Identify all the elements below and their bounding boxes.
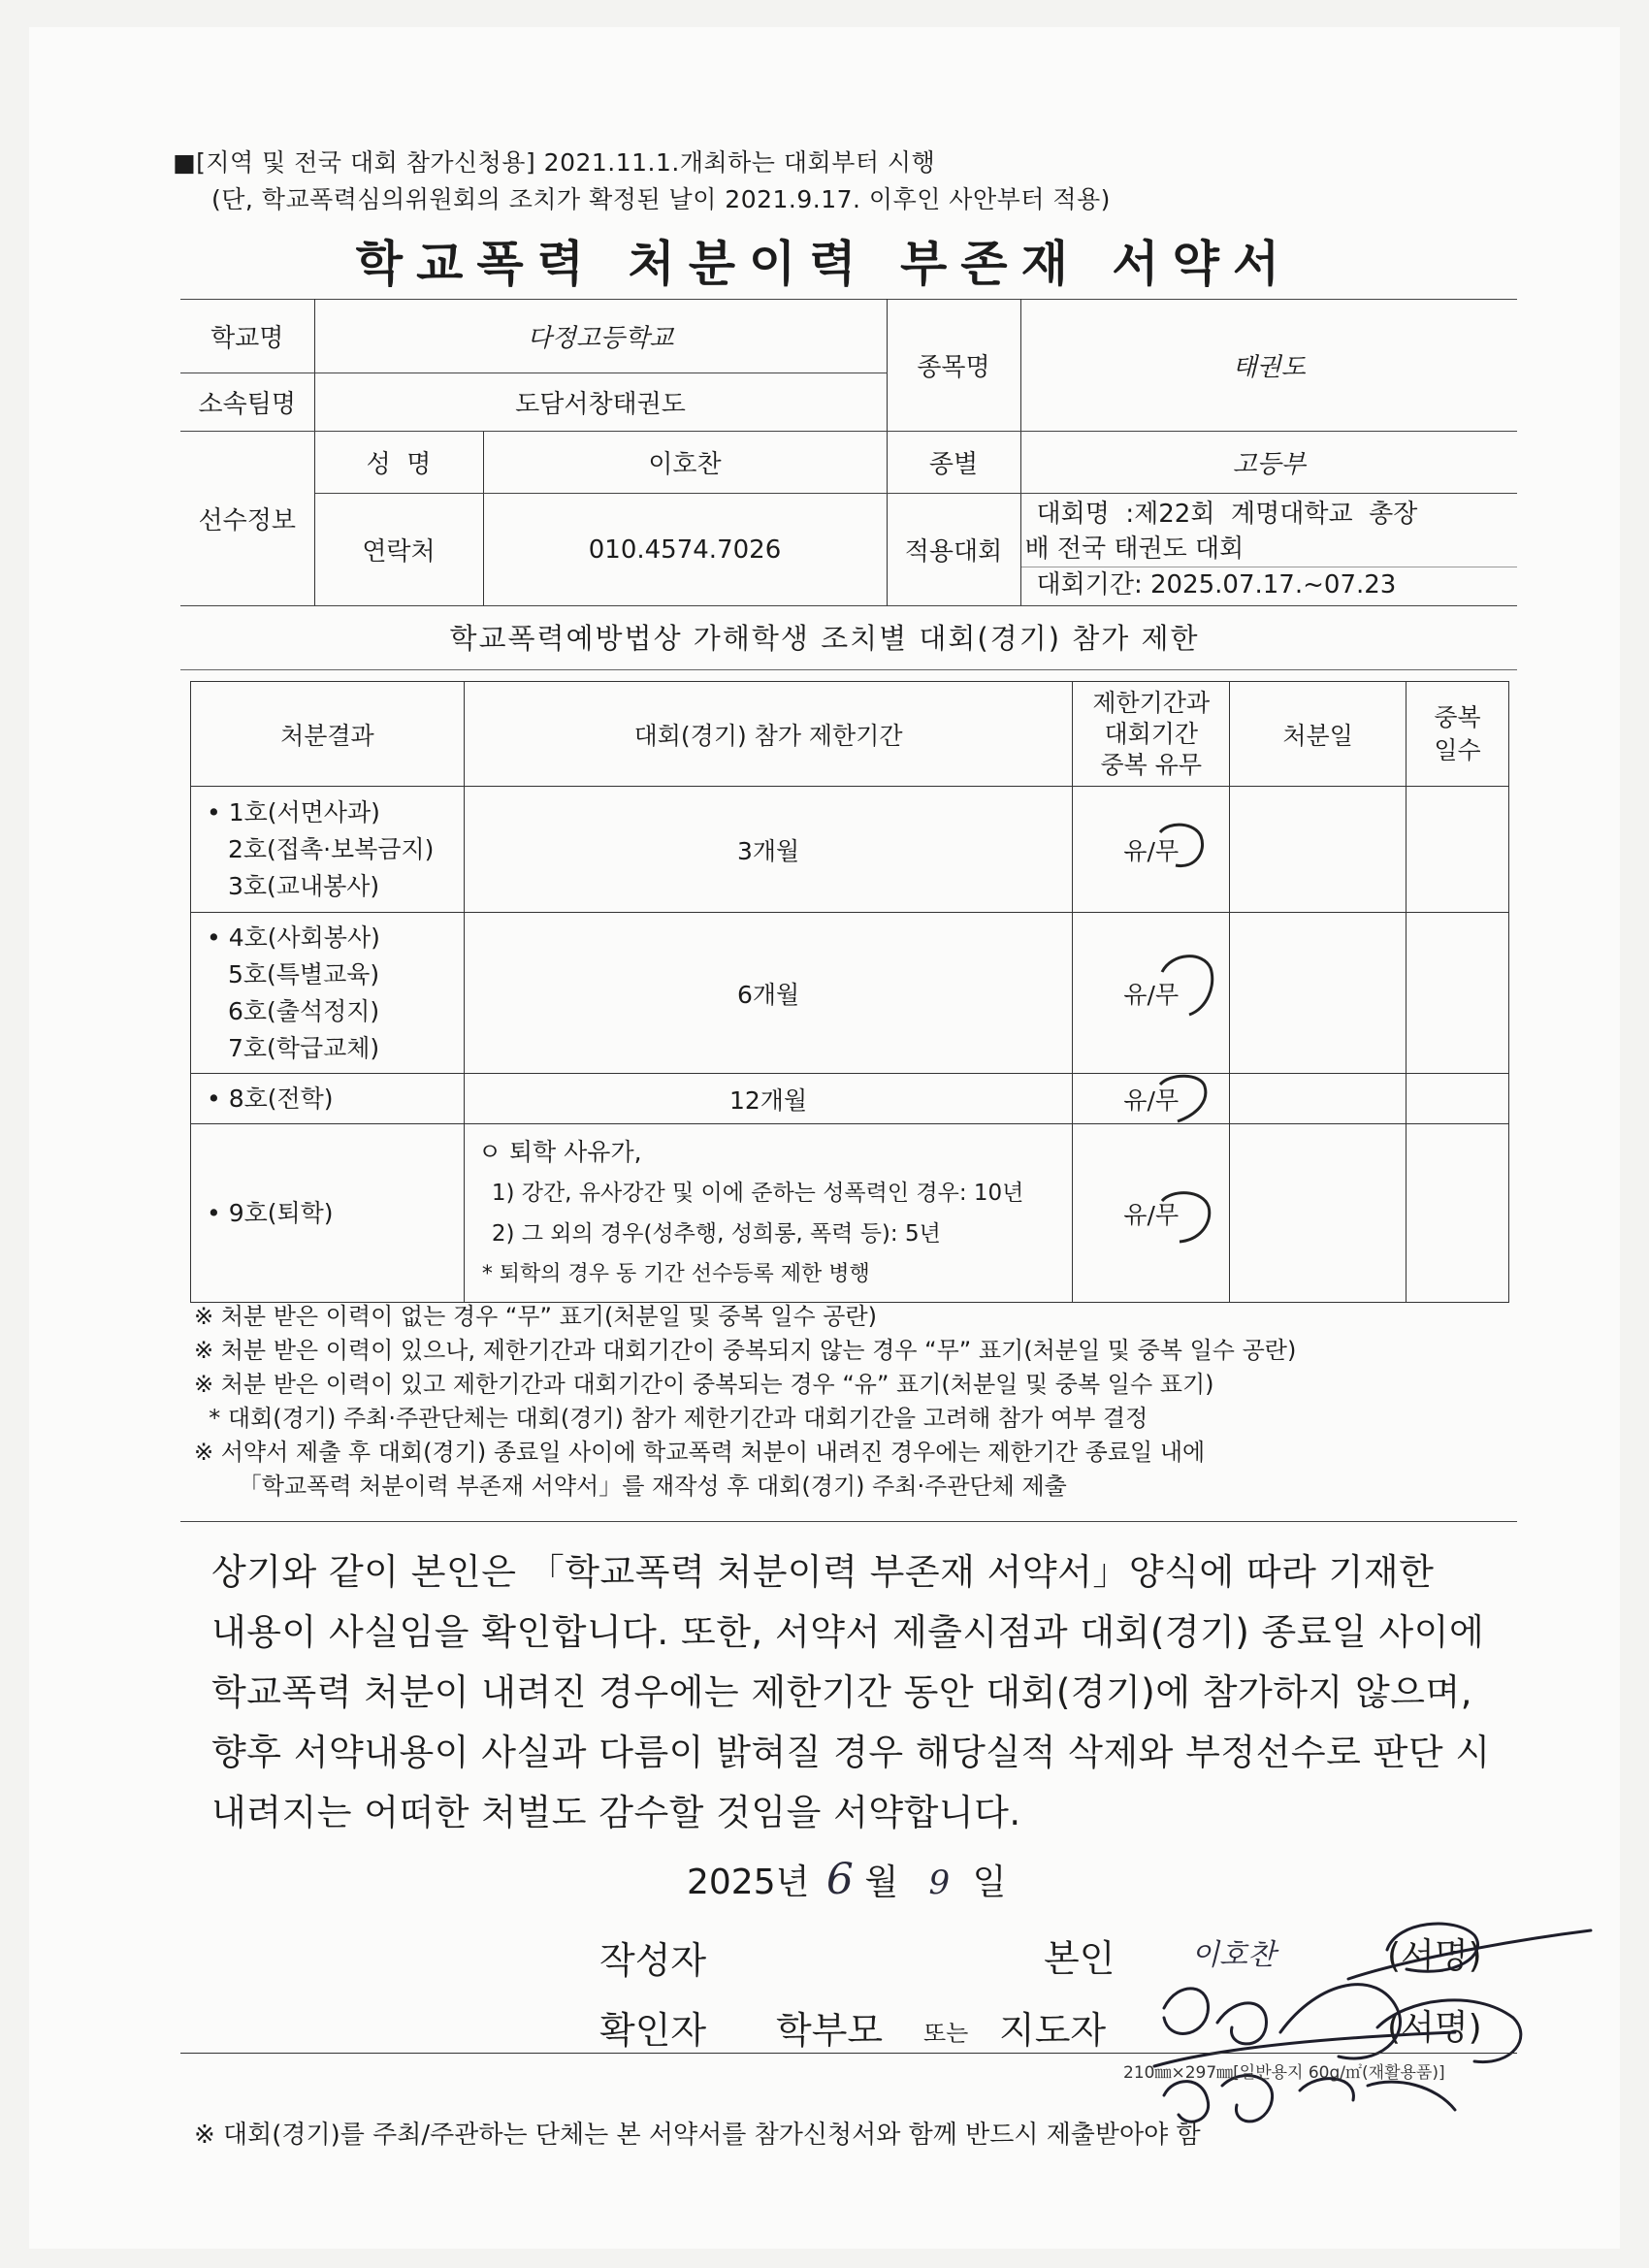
row1-period: 3개월 [464, 787, 1073, 913]
header-days-2: 일수 [1434, 735, 1481, 764]
self-seal-label: (서명) [1387, 1936, 1482, 1976]
name-value: 이호찬 [483, 432, 887, 494]
self-name-handwritten: 이호찬 [1191, 1938, 1276, 1972]
date-year: 2025년 [687, 1863, 810, 1902]
date-day-handwritten: 9 [928, 1863, 951, 1902]
header-days-1: 중복 [1434, 702, 1481, 731]
row4-result: • 9호(퇴학) [191, 1124, 465, 1303]
name-label: 성 명 [314, 432, 483, 494]
pledge-line-3: 학교폭력 처분이 내려진 경우에는 제한기간 동안 대회(경기)에 참가하지 않으며, [211, 1671, 1472, 1713]
or-label: 또는 [923, 2020, 969, 2047]
header-line-2: (단, 학교폭력심의위원회의 조치가 확정된 날이 2021.9.17. 이후인 사안부터 적용) [211, 185, 1111, 213]
row4-period-line-2: 1) 강간, 유사강간 및 이에 준하는 성폭력인 경우: 10년 [491, 1180, 1024, 1206]
event-value: 태권도 [1020, 300, 1517, 432]
signature-rule [180, 2053, 1517, 2054]
row1-line-2: 2호(접촉·보복금지) [228, 834, 435, 863]
note-1: ※ 처분 받은 이력이 없는 경우 “무” 표기(처분일 및 중복 일수 공란) [194, 1303, 878, 1330]
header-period: 대회(경기) 참가 제한기간 [464, 682, 1073, 787]
pledge-line-4: 향후 서약내용이 사실과 다름이 밝혀질 경우 해당실적 삭제와 부정선수로 판단 시 [211, 1732, 1491, 1773]
row2-line-3: 6호(출석정지) [228, 996, 380, 1025]
row4-period-line-3: 2) 그 외의 경우(성추행, 성희롱, 폭력 등): 5년 [491, 1220, 941, 1247]
school-label: 학교명 [180, 300, 314, 373]
parent-label: 학부모 [776, 2009, 884, 2052]
row2-line-1: • 4호(사회봉사) [207, 923, 380, 952]
header-overlap-2: 대회기간 [1104, 719, 1199, 748]
row4-period-line-4: * 퇴학의 경우 동 기간 선수등록 제한 병행 [481, 1261, 870, 1286]
row2-line-4: 7호(학급교체) [228, 1033, 380, 1062]
note-6: 「학교폭력 처분이력 부존재 서약서」를 재작성 후 대회(경기) 주최·주관단체 제출 [194, 1473, 1067, 1500]
row1-line-3: 3호(교내봉사) [228, 871, 380, 900]
row2-line-2: 5호(특별교육) [228, 959, 380, 988]
header-result: 처분결과 [191, 682, 465, 787]
header-line-1: ■[지역 및 전국 대회 참가신청용] 2021.11.1.개최하는 대회부터 시행 [173, 148, 936, 177]
pledge-line-2: 내용이 사실임을 확인합니다. 또한, 서약서 제출시점과 대회(경기) 종료일 사이에 [211, 1611, 1485, 1653]
competition-period: 대회기간: 2025.07.17.~07.23 [1036, 570, 1397, 599]
date-day-label: 일 [972, 1863, 1007, 1902]
date-month-label: 월 [864, 1863, 899, 1902]
note-5: ※ 서약서 제출 후 대회(경기) 종료일 사이에 학교폭력 처분이 내려진 경우에는 제한기간 종료일 내에 [194, 1439, 1206, 1466]
self-label: 본인 [1044, 1937, 1116, 1980]
coach-label: 지도자 [999, 2009, 1107, 2052]
pledge-line-1: 상기와 같이 본인은 「학교폭력 처분이력 부존재 서약서」양식에 따라 기재한 [211, 1551, 1435, 1593]
date-month-handwritten: 6 [825, 1855, 854, 1904]
header-overlap-3: 중복 유무 [1100, 750, 1203, 779]
document-title: 학교폭력 처분이력 부존재 서약서 [355, 236, 1294, 292]
confirmer-label: 확인자 [599, 2009, 707, 2052]
competition-name-line-2: 배 전국 태권도 대회 [1021, 532, 1518, 567]
applied-competition-label: 적용대회 [887, 494, 1020, 606]
paper-spec: 210㎜×297㎜[일반용지 60g/㎡(재활용품)] [1123, 2063, 1445, 2083]
coach-seal-label: (서명) [1387, 2008, 1482, 2048]
event-label: 종목명 [887, 300, 1020, 432]
contact-value: 010.4574.7026 [483, 494, 887, 606]
row4-period-line-1: ㅇ 퇴학 사유가, [477, 1137, 642, 1166]
header-overlap-1: 제한기간과 [1092, 688, 1211, 717]
division-value: 고등부 [1020, 432, 1517, 494]
team-label: 소속팀명 [180, 373, 314, 432]
player-info-label: 선수정보 [180, 432, 314, 606]
writer-label: 작성자 [599, 1939, 707, 1982]
school-value: 다정고등학교 [314, 300, 887, 373]
note-4: * 대회(경기) 주최·주관단체는 대회(경기) 참가 제한기간과 대회기간을 고려해 참가 여부 결정 [194, 1405, 1148, 1432]
header-date: 처분일 [1230, 682, 1406, 787]
sanctions-subtitle: 학교폭력예방법상 가해학생 조치별 대회(경기) 참가 제한 [449, 622, 1200, 655]
row1-line-1: • 1호(서면사과) [207, 797, 380, 826]
row3-period: 12개월 [464, 1074, 1073, 1124]
contact-label: 연락처 [314, 494, 483, 606]
row2-period: 6개월 [464, 913, 1073, 1074]
note-2: ※ 처분 받은 이력이 있으나, 제한기간과 대회기간이 중복되지 않는 경우 “무” 표기(처분일 및 중복 일수 공란) [194, 1337, 1297, 1364]
row3-result: • 8호(전학) [191, 1074, 465, 1124]
footer-note: ※ 대회(경기)를 주최/주관하는 단체는 본 서약서를 참가신청서와 함께 반드시 제출받아야 함 [194, 2121, 1201, 2150]
row2-overlap: 유/무 [1073, 913, 1230, 1074]
team-value: 도담서창태권도 [314, 373, 887, 432]
competition-name-line-1: 대회명 :제22회 계명대학교 총장 [1036, 500, 1418, 529]
note-3: ※ 처분 받은 이력이 있고 제한기간과 대회기간이 중복되는 경우 “유” 표기(처분일 및 중복 일수 표기) [194, 1371, 1214, 1398]
pledge-line-5: 내려지는 어떠한 처벌도 감수할 것임을 서약합니다. [211, 1792, 1021, 1833]
division-label: 종별 [887, 432, 1020, 494]
row4-overlap: 유/무 [1073, 1124, 1230, 1303]
row3-overlap: 유/무 [1073, 1074, 1230, 1124]
row1-overlap: 유/무 [1073, 787, 1230, 913]
